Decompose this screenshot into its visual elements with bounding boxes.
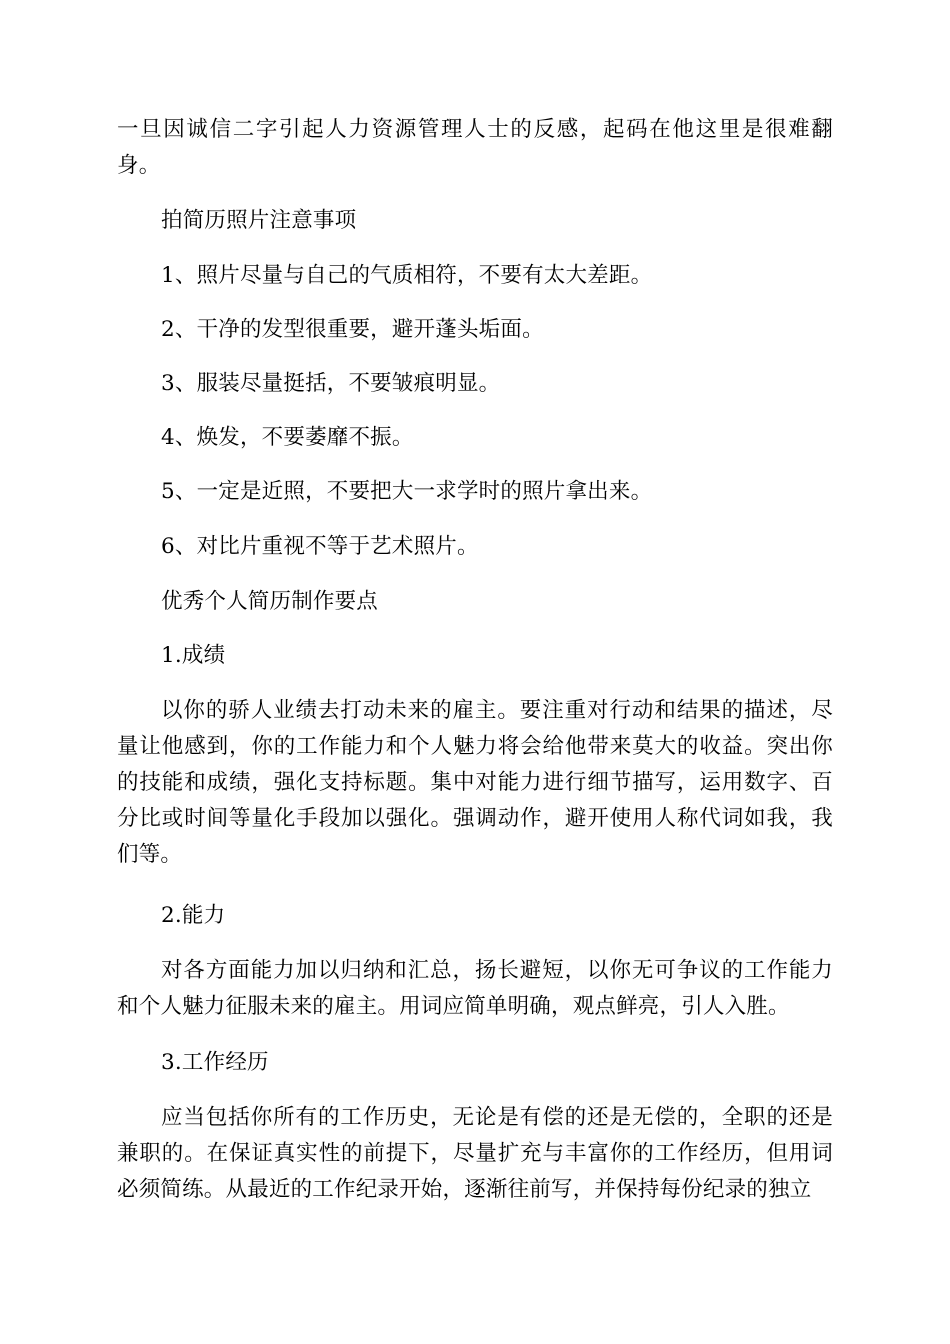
subheading-work-experience: 3.工作经历: [161, 1050, 269, 1075]
list-item: 3、服装尽量挺括，不要皱痕明显。: [161, 371, 501, 396]
list-item: 2、干净的发型很重要，避开蓬头垢面。: [161, 317, 544, 342]
paragraph-achievements: 以你的骄人业绩去打动未来的雇主。要注重对行动和结果的描述，尽量让他感到，你的工作能力和个人魅力将会给他带来莫大的收益。突出你的技能和成绩，强化支持标题。集中对能力进行细节描写，运用数字、百分比或时间等量化手段加以强化。强调动作，避开使用人称代词如我，我们等。: [117, 698, 833, 867]
subheading-ability: 2.能力: [161, 903, 226, 928]
list-item: 5、一定是近照，不要把大一求学时的照片拿出来。: [161, 479, 653, 504]
list-item: 6、对比片重视不等于艺术照片。: [161, 534, 479, 559]
section-heading-resume-tips: 优秀个人简历制作要点: [161, 589, 379, 614]
paragraph-ability: 对各方面能力加以归纳和汇总，扬长避短，以你无可争议的工作能力和个人魅力征服未来的雇主。用词应简单明确，观点鲜亮，引人入胜。: [117, 958, 833, 1019]
section-heading-photo-tips: 拍简历照片注意事项: [161, 208, 357, 233]
subheading-achievements: 1.成绩: [161, 643, 226, 668]
paragraph-work-experience: 应当包括你所有的工作历史，无论是有偿的还是无偿的，全职的还是兼职的。在保证真实性的前提下，尽量扩充与丰富你的工作经历，但用词必须简练。从最近的工作纪录开始，逐渐往前写，并保持每份纪录的独立: [117, 1105, 833, 1202]
paragraph-continuation: 一旦因诚信二字引起人力资源管理人士的反感，起码在他这里是很难翻身。: [117, 117, 833, 178]
list-item: 4、焕发，不要萎靡不振。: [161, 425, 414, 450]
list-item: 1、照片尽量与自己的气质相符，不要有太大差距。: [161, 263, 653, 288]
